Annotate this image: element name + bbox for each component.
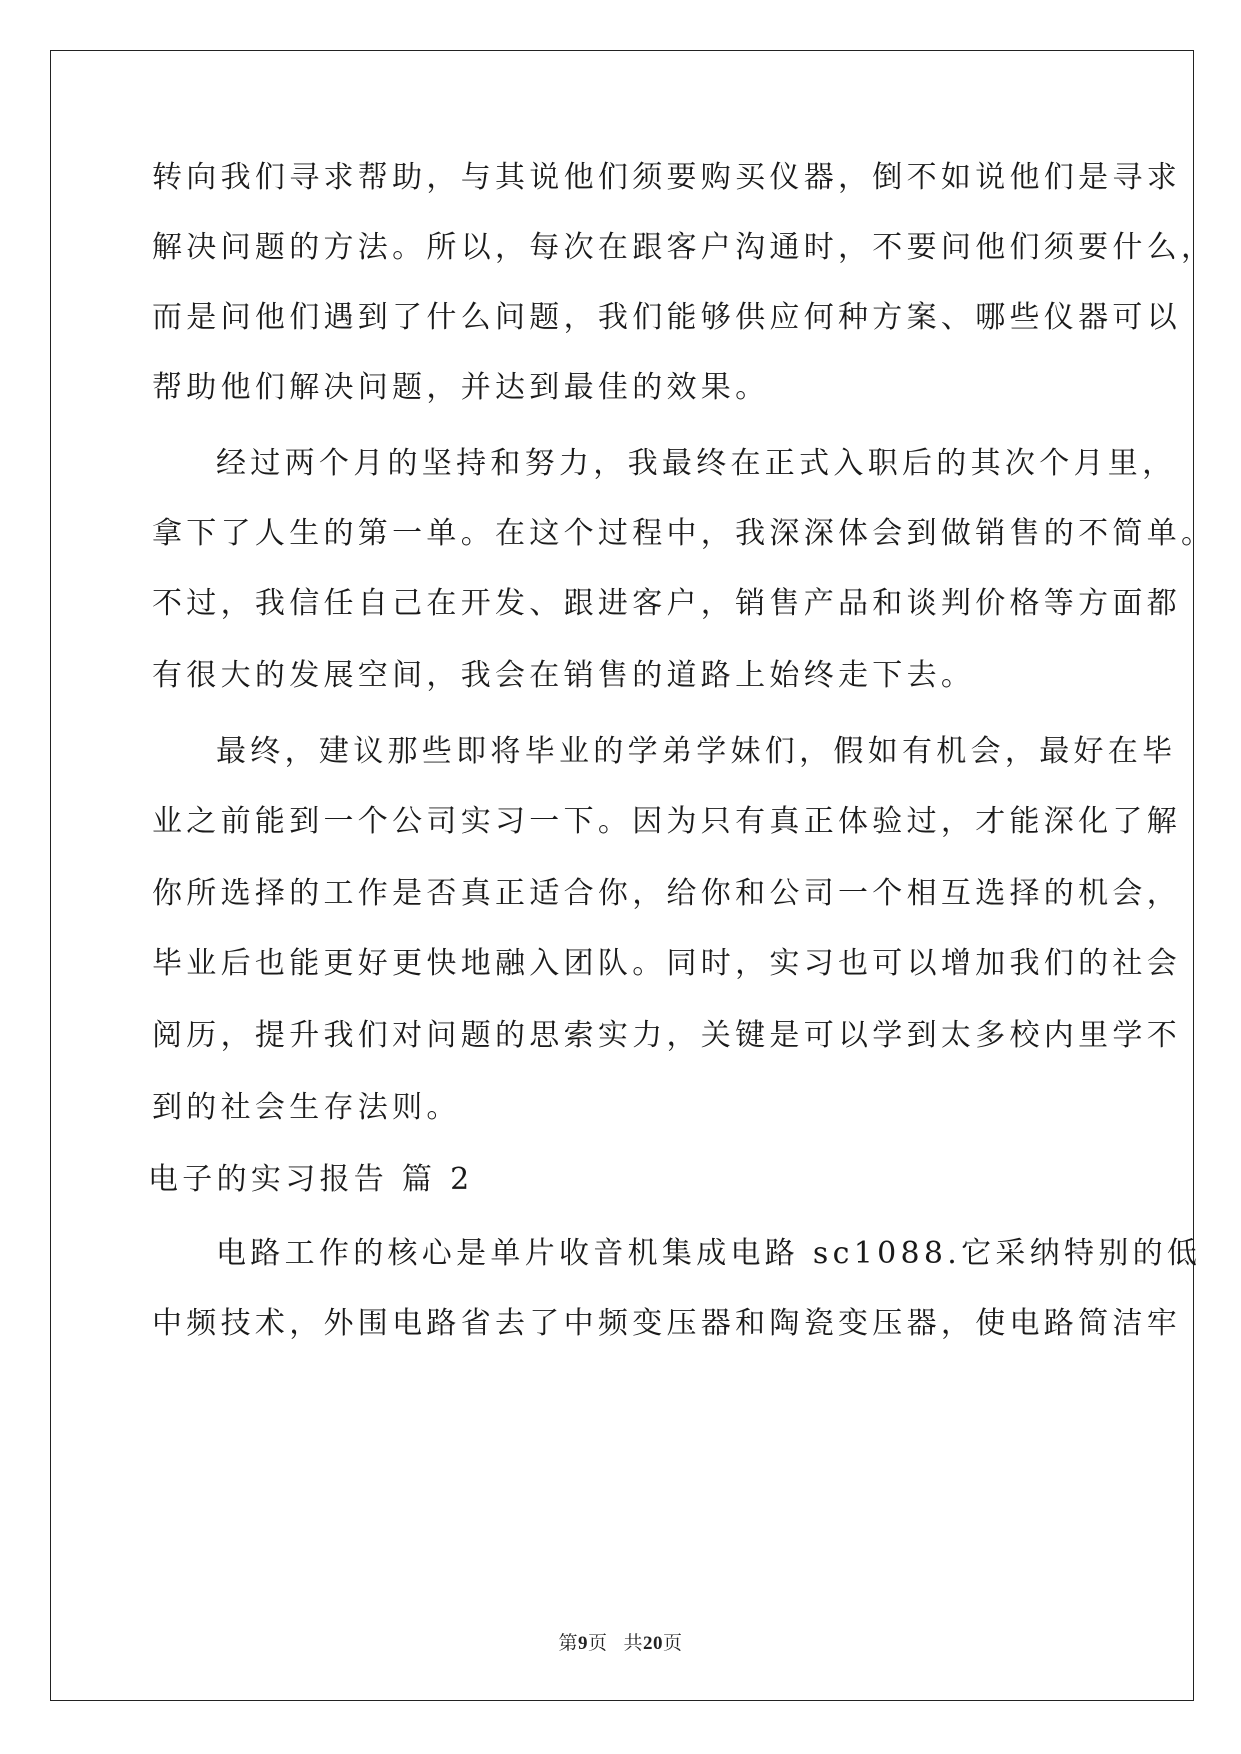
text-line: 转向我们寻求帮助，与其说他们须要购买仪器，倒不如说他们是寻求 [152,160,1181,195]
text-line: 你所选择的工作是否真正适合你，给你和公司一个相互选择的机会， [152,876,1181,911]
text-line: 阅历，提升我们对问题的思索实力，关键是可以学到太多校内里学不 [152,1018,1181,1053]
text-line: 而是问他们遇到了什么问题，我们能够供应何种方案、哪些仪器可以 [152,300,1181,335]
text-line: 帮助他们解决问题，并达到最佳的效果。 [152,370,770,405]
text-line: 有很大的发展空间，我会在销售的道路上始终走下去。 [152,658,976,693]
paragraph-start-line: 经过两个月的坚持和努力，我最终在正式入职后的其次个月里， [216,446,1177,481]
text-line: 到的社会生存法则。 [152,1090,461,1125]
text-line: 业之前能到一个公司实习一下。因为只有真正体验过，才能深化了解 [152,804,1181,839]
page-footer [0,1628,1241,1655]
paragraph-start-line: 电路工作的核心是单片收音机集成电路 sc1088.它采纳特别的低 [216,1236,1202,1271]
total-suffix: 页 [663,1632,683,1654]
paragraph-start-line: 最终，建议那些即将毕业的学弟学妹们，假如有机会，最好在毕 [216,734,1177,769]
page-prefix: 第 [558,1632,578,1654]
page-suffix: 页 [587,1632,608,1654]
total-prefix: 共 [623,1632,644,1654]
text-line: 拿下了人生的第一单。在这个过程中，我深深体会到做销售的不简单。 [152,516,1216,551]
text-line: 不过，我信任自己在开发、跟进客户，销售产品和谈判价格等方面都 [152,586,1181,621]
section-heading: 电子的实习报告 篇 2 [148,1162,474,1197]
total-pages: 20 [643,1633,664,1654]
text-line: 解决问题的方法。所以，每次在跟客户沟通时，不要问他们须要什么， [152,230,1216,265]
page-number: 9 [577,1633,588,1654]
text-line: 毕业后也能更好更快地融入团队。同时，实习也可以增加我们的社会 [152,946,1181,981]
text-line: 中频技术，外围电路省去了中频变压器和陶瓷变压器，使电路简洁牢 [152,1306,1181,1341]
